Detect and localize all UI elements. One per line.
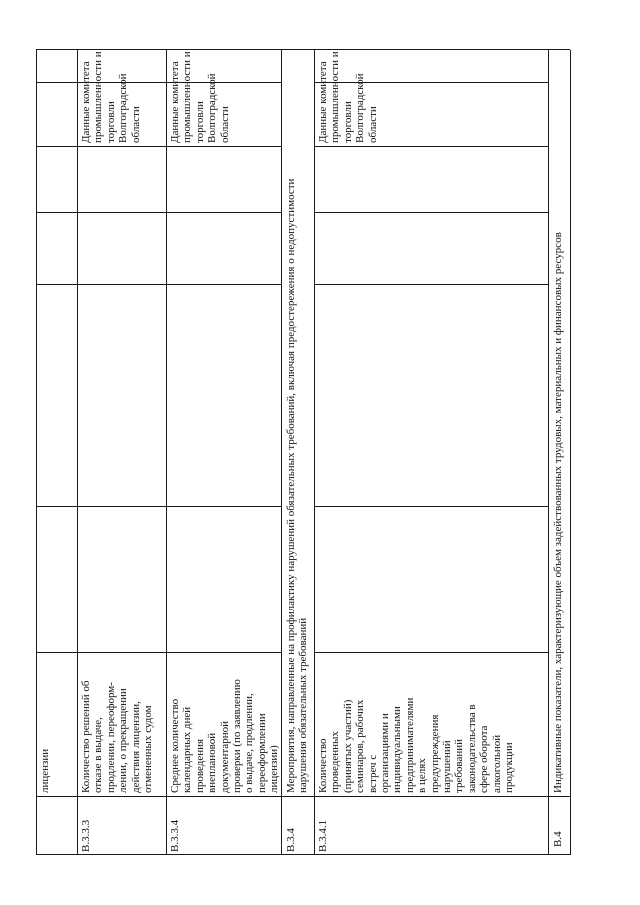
code-cell: В.3.4.1 bbox=[317, 819, 329, 852]
column-rule bbox=[314, 284, 548, 285]
column-rule bbox=[36, 212, 281, 213]
source-cell: Данные комитета промышленности и торговли Волгоградской области bbox=[317, 51, 379, 143]
document-page bbox=[36, 50, 576, 855]
table-bottom-border bbox=[570, 50, 571, 855]
column-rule bbox=[36, 284, 281, 285]
indicator-cell: Среднее количество календарных дней проведения внеплановой документарной проверки (по заявлению о выдаче, продлении, переоформлении лицензии) bbox=[169, 679, 281, 793]
column-rule bbox=[36, 506, 281, 507]
column-rule bbox=[314, 506, 548, 507]
indicator-cell: лицензии bbox=[39, 748, 51, 793]
column-rule bbox=[36, 82, 281, 83]
code-cell: В.3.3.3 bbox=[80, 819, 92, 852]
row-rule bbox=[166, 50, 167, 855]
table-top-border bbox=[36, 50, 37, 855]
indicator-cell: Количество проведенных (принятых участий) семинаров, рабочих встреч с организациями и индивидуальными предпринимателями в целях предупреждения нарушений требований законодательства в сфере оборота алкогольной продукции bbox=[317, 697, 516, 793]
section-heading: Мероприятия, направленные на профилактику нарушений обязательных требований, включая предостережения о недопустимости нарушения обязательных требований bbox=[285, 178, 310, 793]
row-rule bbox=[281, 50, 282, 855]
code-cell: В.3.3.4 bbox=[169, 819, 181, 852]
row-rule bbox=[314, 50, 315, 855]
column-rule bbox=[314, 146, 548, 147]
table-left-border bbox=[36, 854, 570, 855]
indicator-cell: Количество решений об отказе в выдаче, продлении, переоформ- лении, о прекращении действия лицензии, отмененных судом bbox=[80, 680, 155, 793]
column-rule bbox=[36, 146, 281, 147]
column-rule bbox=[314, 652, 548, 653]
source-cell: Данные комитета промышленности и торговли Волгоградской области bbox=[80, 51, 142, 143]
code-cell: В.3.4 bbox=[285, 828, 297, 852]
column-rule bbox=[36, 796, 570, 797]
column-rule bbox=[36, 652, 281, 653]
code-cell: В.4 bbox=[552, 831, 564, 847]
row-rule bbox=[77, 50, 78, 855]
row-rule bbox=[548, 50, 549, 855]
section-heading: Индикативные показатели, характеризующие объем задействованных трудовых, материальных и финансовых ресурсов bbox=[552, 232, 564, 793]
source-cell: Данные комитета промышленности и торговли Волгоградской области bbox=[169, 51, 231, 143]
table-right-border bbox=[36, 49, 570, 50]
column-rule bbox=[314, 212, 548, 213]
